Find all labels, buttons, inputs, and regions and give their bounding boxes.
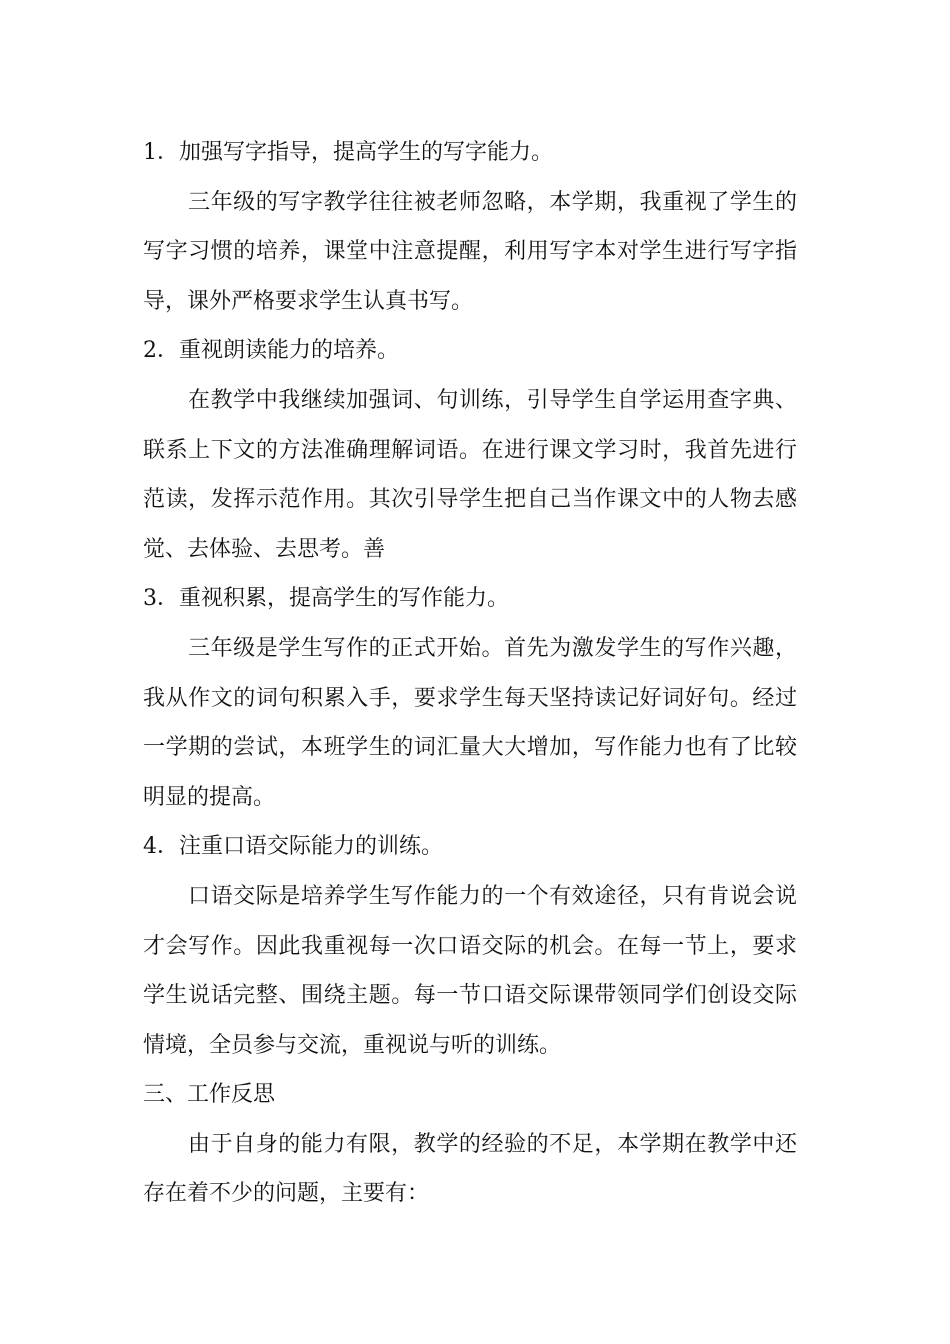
paragraph-line: 口语交际是培养学生写作能力的一个有效途径，只有肯说会说 bbox=[188, 883, 797, 909]
paragraph-line: 我从作文的词句积累入手，要求学生每天坚持读记好词好句。经过 bbox=[143, 685, 797, 711]
paragraph-line: 才会写作。因此我重视每一次口语交际的机会。在每一节上，要求 bbox=[143, 933, 797, 959]
paragraph-line: 导，课外严格要求学生认真书写。 bbox=[143, 288, 474, 314]
paragraph-line: 存在着不少的问题，主要有： bbox=[143, 1181, 430, 1207]
paragraph-line: 在教学中我继续加强词、句训练，引导学生自学运用查字典、 bbox=[188, 387, 797, 413]
paragraph-line: 三年级的写字教学往往被老师忽略，本学期，我重视了学生的 bbox=[188, 189, 797, 215]
paragraph-line: 由于自身的能力有限，教学的经验的不足，本学期在教学中还 bbox=[188, 1131, 797, 1157]
section-paragraph-1 bbox=[143, 178, 797, 327]
section-heading-4: 4．注重口语交际能力的训练。 bbox=[143, 834, 443, 860]
section-heading-3: 3．重视积累，提高学生的写作能力。 bbox=[143, 586, 509, 612]
section-heading-1: 1．加强写字指导，提高学生的写字能力。 bbox=[143, 140, 553, 165]
paragraph-line: 范读，发挥示范作用。其次引导学生把自己当作课文中的人物去感 bbox=[143, 487, 797, 513]
paragraph-line: 学生说话完整、围绕主题。每一节口语交际课带领同学们创设交际 bbox=[143, 983, 797, 1009]
paragraph-line: 三年级是学生写作的正式开始。首先为激发学生的写作兴趣， bbox=[188, 635, 797, 661]
paragraph-line: 写字习惯的培养，课堂中注意提醒，利用写字本对学生进行写字指 bbox=[143, 239, 797, 265]
section-heading-5: 三、工作反思 bbox=[143, 1082, 276, 1108]
section-paragraph-2 bbox=[143, 376, 797, 574]
section-paragraph-5 bbox=[143, 1120, 797, 1219]
section-heading-2: 2．重视朗读能力的培养。 bbox=[143, 338, 399, 364]
paragraph-line: 觉、去体验、去思考。善 bbox=[143, 536, 386, 562]
document-page bbox=[143, 128, 797, 1219]
section-paragraph-3 bbox=[143, 624, 797, 822]
paragraph-line: 联系上下文的方法准确理解词语。在进行课文学习时，我首先进行 bbox=[143, 437, 797, 463]
section-paragraph-4 bbox=[143, 872, 797, 1070]
paragraph-line: 情境，全员参与交流，重视说与听的训练。 bbox=[143, 1032, 562, 1058]
paragraph-line: 一学期的尝试，本班学生的词汇量大大增加，写作能力也有了比较 bbox=[143, 735, 797, 761]
paragraph-line: 明显的提高。 bbox=[143, 784, 276, 810]
